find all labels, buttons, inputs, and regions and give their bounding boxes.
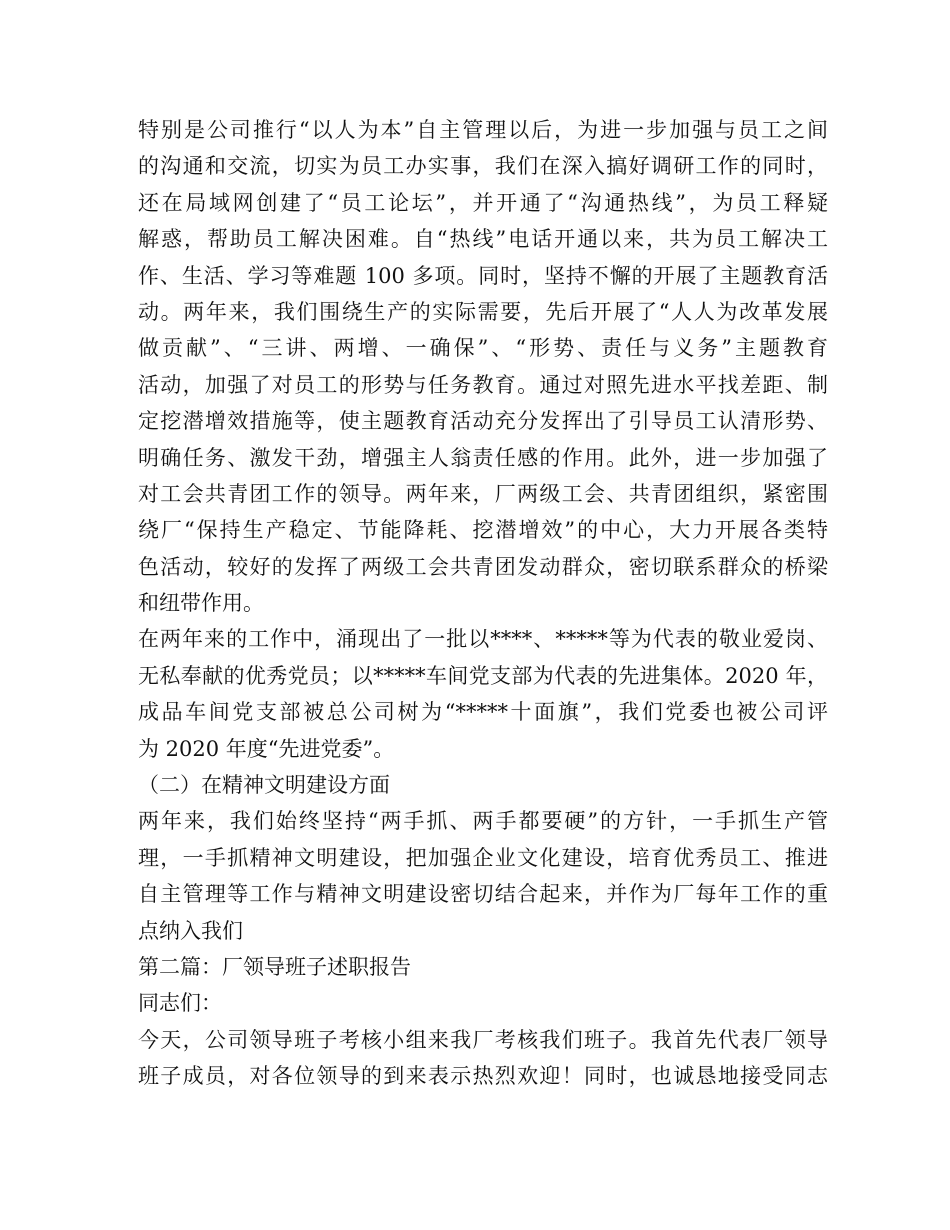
text-line: 理，一手抓精神文明建设，把加强企业文化建设，培育优秀员工、推进 bbox=[138, 845, 828, 870]
text-line: 成品车间党支部被总公司树为“*****十面旗”，我们党委也被公司评 bbox=[138, 700, 828, 725]
text-line: 第二篇：厂领导班子述职报告 bbox=[138, 954, 411, 979]
text-line: 动。两年来，我们围绕生产的实际需要，先后开展了“人人为改革发展 bbox=[138, 299, 828, 324]
text-line: 的沟通和交流，切实为员工办实事，我们在深入搞好调研工作的同时， bbox=[138, 154, 828, 179]
text-line: 无私奉献的优秀党员；以*****车间党支部为代表的先进集体。2020 年， bbox=[138, 663, 828, 688]
text-line: 明确任务、激发干劲，增强主人翁责任感的作用。此外，进一步加强了 bbox=[138, 445, 828, 470]
text-line: 在两年来的工作中，涌现出了一批以****、*****等为代表的敬业爱岗、 bbox=[138, 627, 828, 652]
text-line: 做贡献”、“三讲、两增、一确保”、“形势、责任与义务”主题教育 bbox=[138, 336, 828, 361]
text-line: 还在局域网创建了“员工论坛”，并开通了“沟通热线”，为员工释疑 bbox=[138, 190, 828, 215]
text-line: 自主管理等工作与精神文明建设密切结合起来，并作为厂每年工作的重 bbox=[138, 882, 828, 907]
text-line: 和纽带作用。 bbox=[138, 591, 264, 616]
text-line: 点纳入我们 bbox=[138, 918, 243, 943]
text-line: 今天，公司领导班子考核小组来我厂考核我们班子。我首先代表厂领导 bbox=[138, 1027, 828, 1052]
text-line: （二）在精神文明建设方面 bbox=[138, 773, 390, 798]
text-line: 同志们： bbox=[138, 991, 222, 1016]
text-line: 作、生活、学习等难题 100 多项。同时，坚持不懈的开展了主题教育活 bbox=[138, 263, 828, 288]
text-line: 为 2020 年度“先进党委”。 bbox=[138, 736, 395, 761]
text-line: 绕厂“保持生产稳定、节能降耗、挖潜增效”的中心，大力开展各类特 bbox=[138, 518, 828, 543]
text-line: 色活动，较好的发挥了两级工会共青团发动群众，密切联系群众的桥梁 bbox=[138, 554, 828, 579]
text-line: 班子成员，对各位领导的到来表示热烈欢迎！同时，也诚恳地接受同志 bbox=[138, 1064, 828, 1089]
text-line: 对工会共青团工作的领导。两年来，厂两级工会、共青团组织，紧密围 bbox=[138, 481, 828, 506]
text-line: 活动，加强了对员工的形势与任务教育。通过对照先进水平找差距、制 bbox=[138, 372, 828, 397]
text-line: 两年来，我们始终坚持“两手抓、两手都要硬”的方针，一手抓生产管 bbox=[138, 809, 828, 834]
text-line: 特别是公司推行“以人为本”自主管理以后，为进一步加强与员工之间 bbox=[138, 118, 828, 142]
text-line: 解惑，帮助员工解决困难。自“热线”电话开通以来，共为员工解决工 bbox=[138, 227, 828, 252]
text-line: 定挖潜增效措施等，使主题教育活动充分发挥出了引导员工认清形势、 bbox=[138, 409, 828, 434]
document-body bbox=[138, 112, 828, 1095]
